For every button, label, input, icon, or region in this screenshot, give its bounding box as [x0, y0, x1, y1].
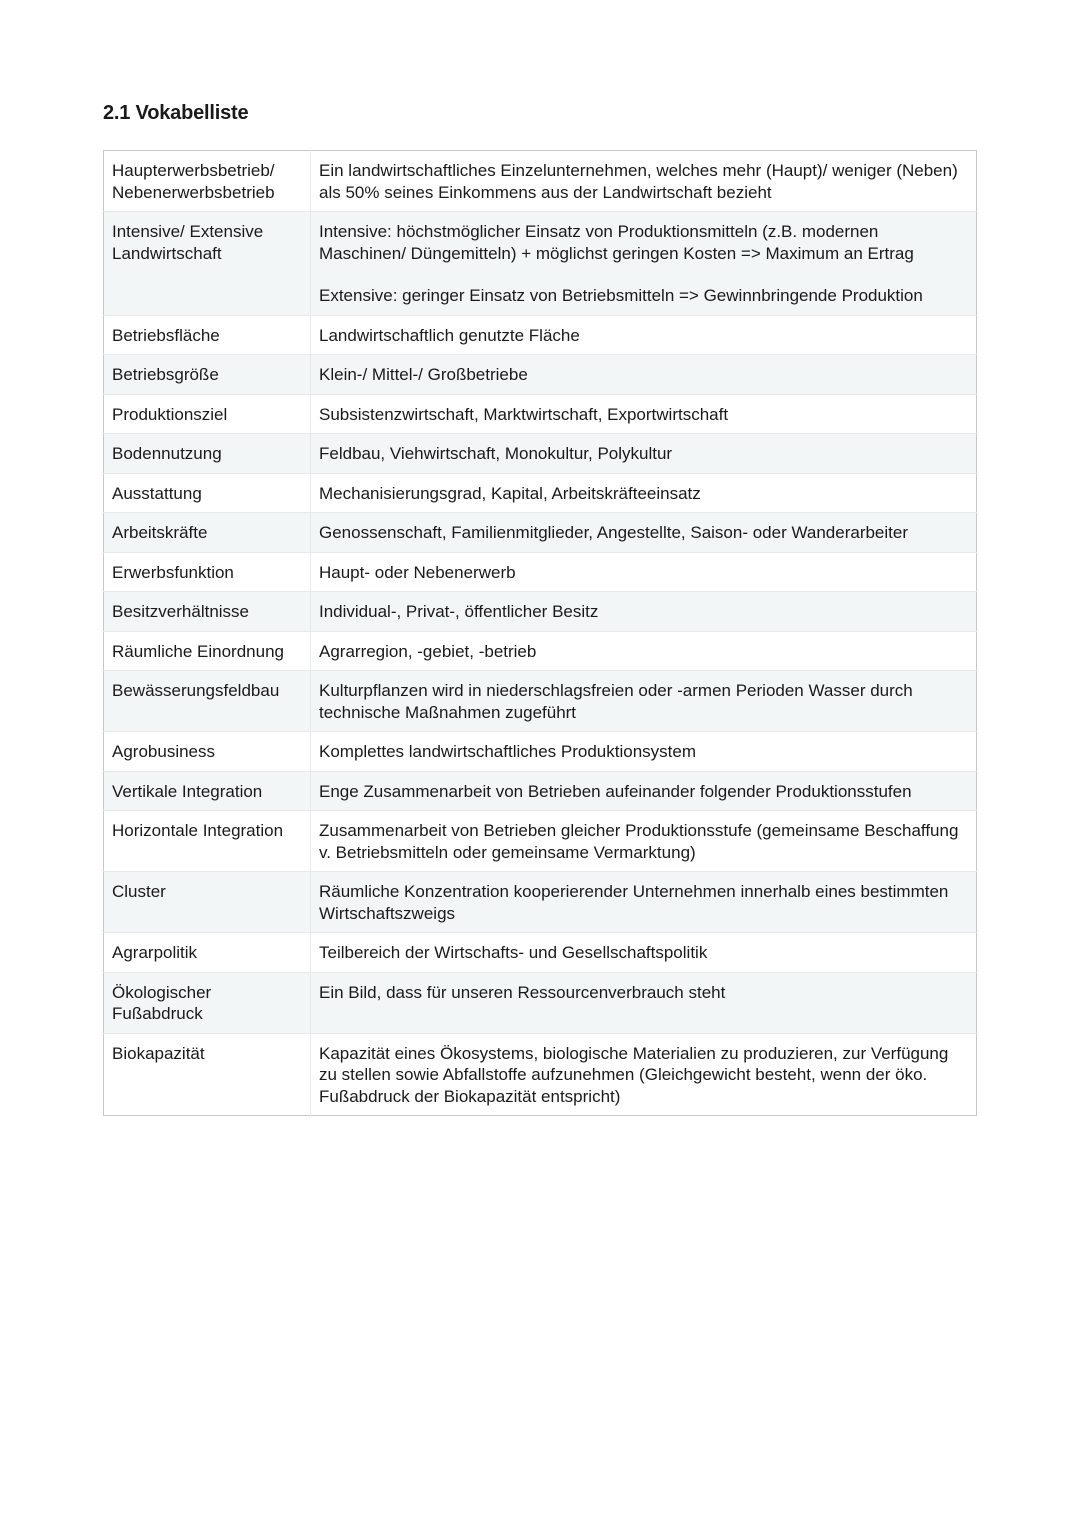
table-row: [104, 671, 977, 732]
definition-cell: [311, 151, 977, 212]
table-row: [104, 732, 977, 772]
table-row: [104, 811, 977, 872]
term-cell: Räumliche Einordnung: [104, 631, 311, 671]
vocabulary-table-body: [104, 151, 977, 1116]
vocabulary-table: [103, 150, 977, 1116]
definition-cell: [311, 552, 977, 592]
table-row: [104, 771, 977, 811]
definition-cell: [311, 631, 977, 671]
definition-cell: [311, 212, 977, 316]
definition-paragraph: Klein-/ Mittel-/ Großbetriebe: [319, 365, 528, 384]
definition-paragraph: Individual-, Privat-, öffentlicher Besitz: [319, 602, 599, 621]
term-cell: Cluster: [104, 872, 311, 933]
definition-cell: [311, 811, 977, 872]
term-cell: Agrobusiness: [104, 732, 311, 772]
definition-paragraph: Extensive: geringer Einsatz von Betriebsmitteln => Gewinnbringende Produktion: [319, 286, 923, 305]
definition-paragraph: Ein landwirtschaftliches Einzelunternehmen, welches mehr (Haupt)/ weniger (Neben) als 50% seines Einkommens aus der Landwirtschaft bezieht: [319, 161, 958, 202]
definition-paragraph: Räumliche Konzentration kooperierender Unternehmen innerhalb eines bestimmten Wirtschaftszweigs: [319, 882, 949, 923]
term-cell: Arbeitskräfte: [104, 513, 311, 553]
table-row: [104, 552, 977, 592]
definition-cell: [311, 315, 977, 355]
definition-paragraph: Komplettes landwirtschaftliches Produktionsystem: [319, 742, 696, 761]
term-cell: Bodennutzung: [104, 434, 311, 474]
definition-paragraph: Subsistenzwirtschaft, Marktwirtschaft, Exportwirtschaft: [319, 404, 729, 424]
term-cell: Horizontale Integration: [104, 811, 311, 872]
term-cell: Ausstattung: [104, 473, 311, 513]
definition-paragraph: Zusammenarbeit von Betrieben gleicher Produktionsstufe (gemeinsame Beschaffung v. Betriebsmitteln oder gemeinsame Vermarktung): [319, 821, 959, 862]
term-cell: Ökologischer Fußabdruck: [104, 972, 311, 1033]
definition-paragraph: Enge Zusammenarbeit von Betrieben aufeinander folgender Produktionsstufen: [319, 781, 912, 801]
definition-paragraph: Teilbereich der Wirtschafts- und Gesellschaftspolitik: [319, 943, 708, 962]
definition-cell: [311, 1033, 977, 1116]
table-row: [104, 212, 977, 316]
definition-paragraph: Landwirtschaftlich genutzte Fläche: [319, 325, 580, 345]
term-cell: Besitzverhältnisse: [104, 592, 311, 632]
definition-cell: [311, 592, 977, 632]
term-cell: Produktionsziel: [104, 394, 311, 434]
definition-paragraph: Kulturpflanzen wird in niederschlagsfreien oder -armen Perioden Wasser durch technische Maßnahmen zugeführt: [319, 681, 913, 722]
term-cell: Intensive/ Extensive Landwirtschaft: [104, 212, 311, 316]
definition-paragraph: Agrarregion, -gebiet, -betrieb: [319, 641, 537, 661]
definition-cell: [311, 394, 977, 434]
term-cell: Vertikale Integration: [104, 771, 311, 811]
definition-cell: [311, 355, 977, 395]
term-cell: Biokapazität: [104, 1033, 311, 1116]
definition-cell: [311, 771, 977, 811]
definition-cell: [311, 434, 977, 474]
table-row: [104, 1033, 977, 1116]
table-row: [104, 355, 977, 395]
term-cell: Betriebsgröße: [104, 355, 311, 395]
table-row: [104, 972, 977, 1033]
definition-cell: [311, 671, 977, 732]
table-row: [104, 933, 977, 973]
term-cell: Agrarpolitik: [104, 933, 311, 973]
definition-paragraph: Mechanisierungsgrad, Kapital, Arbeitskräfteeinsatz: [319, 483, 701, 503]
table-row: [104, 315, 977, 355]
table-row: [104, 872, 977, 933]
definition-paragraph: Ein Bild, dass für unseren Ressourcenverbrauch steht: [319, 982, 726, 1002]
table-row: [104, 513, 977, 553]
table-row: [104, 592, 977, 632]
table-row: [104, 631, 977, 671]
definition-cell: [311, 933, 977, 973]
table-row: [104, 151, 977, 212]
definition-paragraph: Intensive: höchstmöglicher Einsatz von Produktionsmitteln (z.B. modernen Maschinen/ Düngemitteln) + möglichst geringen Kosten => Maximum an Ertrag: [319, 222, 914, 263]
definition-paragraph: Kapazität eines Ökosystems, biologische Materialien zu produzieren, zur Verfügung zu stellen sowie Abfallstoffe aufzunehmen (Gleichgewicht besteht, wenn der öko. Fußabdruck der Biokapazität entspricht): [319, 1043, 949, 1106]
page-title: 2.1 Vokabelliste: [103, 102, 249, 124]
definition-cell: [311, 732, 977, 772]
definition-paragraph: Haupt- oder Nebenerwerb: [319, 562, 516, 582]
definition-cell: [311, 972, 977, 1033]
term-cell: Erwerbsfunktion: [104, 552, 311, 592]
definition-paragraph: Genossenschaft, Familienmitglieder, Angestellte, Saison- oder Wanderarbeiter: [319, 523, 909, 542]
term-cell: Betriebsfläche: [104, 315, 311, 355]
table-row: [104, 394, 977, 434]
term-cell: Haupterwerbsbetrieb/ Nebenerwerbsbetrieb: [104, 151, 311, 212]
term-cell: Bewässerungsfeldbau: [104, 671, 311, 732]
definition-cell: [311, 872, 977, 933]
table-row: [104, 434, 977, 474]
definition-paragraph: Feldbau, Viehwirtschaft, Monokultur, Polykultur: [319, 444, 673, 463]
table-row: [104, 473, 977, 513]
definition-cell: [311, 513, 977, 553]
definition-cell: [311, 473, 977, 513]
